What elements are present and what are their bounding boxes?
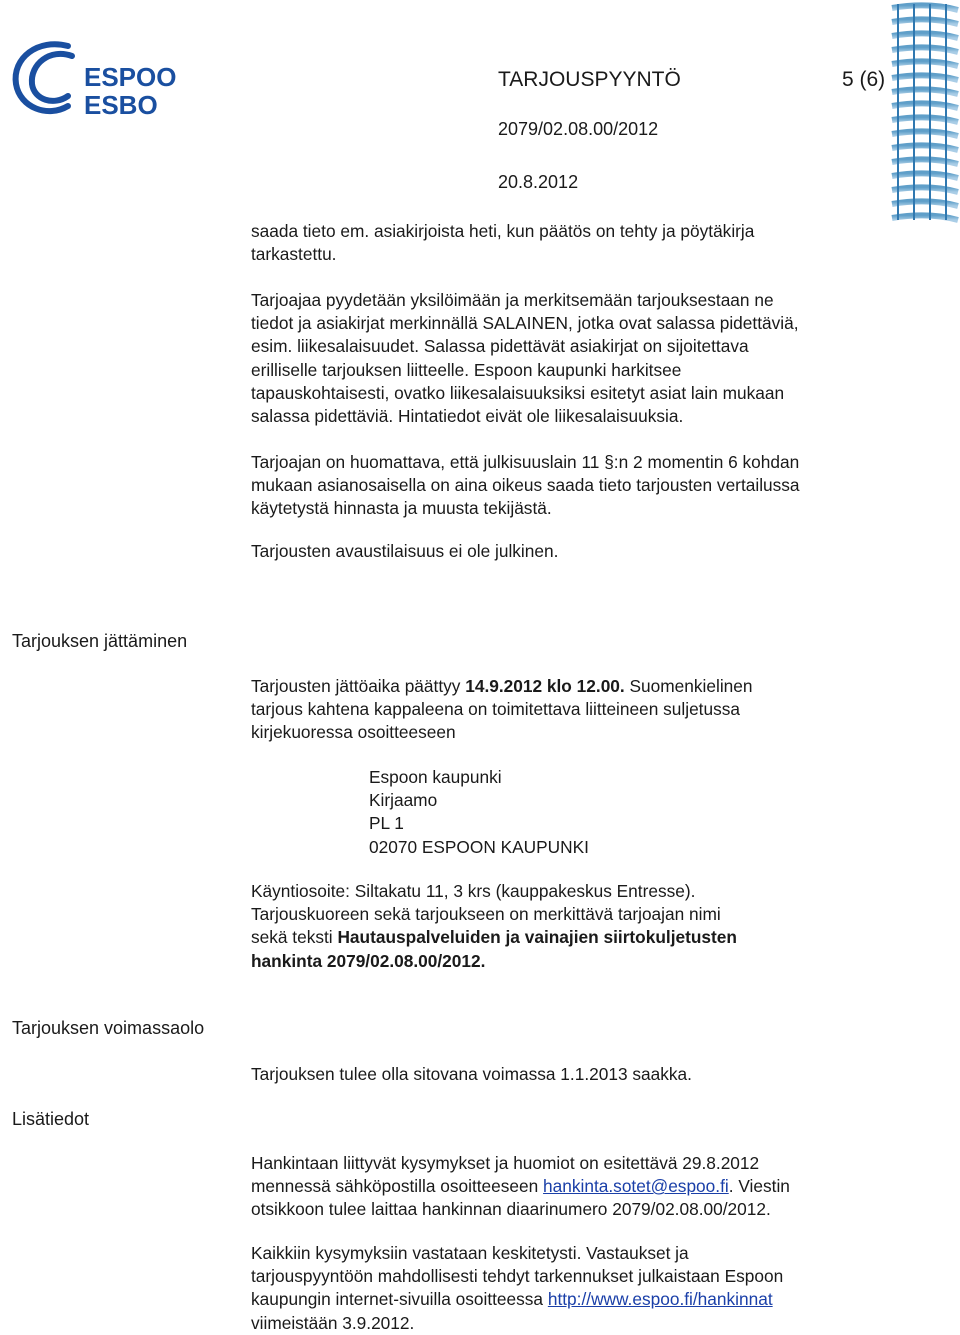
- section-heading-info: Lisätiedot: [12, 1109, 90, 1129]
- website-link[interactable]: http://www.espoo.fi/hankinnat: [547, 1289, 773, 1310]
- reference-number: 2079/02.08.00/2012: [498, 119, 659, 139]
- marking-instructions: Käyntiosoite: Siltakatu 11, 3 krs (kauppakeskus Entresse). Tarjouskuoreen sekä tarjoukseen on merkittävä tarjoajan nimi sekä teksti Hautauspalveluiden ja vainajien siirtokuljetusten hankinta 2079/02.08.00/2012.: [251, 881, 737, 971]
- paragraph-2: Tarjoajaa pyydetään yksilöimään ja merkitsemään tarjouksestaan ne tiedot ja asiakirjat merkinnällä SALAINEN, jotka ovat salassa pidettäviä, esim. liikesalaisuudet. Salassa pidettävät asiakirjat on sijoitettava erilliselle tarjouksen liitteelle. Espoon kaupunki harkitsee tapauskohtaisesti, ovatko liikesalaisuuksiksi esitetyt asiat lain mukaan salassa pidettäviä. Hintatiedot eivät ole liikesalaisuuksia.: [251, 290, 799, 427]
- questions-text: Hankintaan liittyvät kysymykset ja huomiot on esitettävä 29.8.2012 mennessä sähköpostilla osoitteeseen hankinta.sotet@espoo.fi. Viestin otsikkoon tulee laittaa hankinnan diaarinumero 2079/02.08.00/2012.: [251, 1153, 790, 1220]
- document-title: TARJOUSPYYNTÖ: [498, 68, 681, 91]
- section-heading-submission: Tarjouksen jättäminen: [12, 631, 188, 651]
- logo-text-fi: ESPOO: [84, 62, 177, 92]
- delivery-address: Espoon kaupunki Kirjaamo PL 1 02070 ESPOON KAUPUNKI: [369, 767, 589, 857]
- logo-text-sv: ESBO: [84, 90, 158, 120]
- document-date: 20.8.2012: [498, 172, 579, 192]
- submission-text: Tarjousten jättöaika päättyy 14.9.2012 klo 12.00. Suomenkielinen tarjous kahtena kappaleena on toimitettava liitteineen suljetussa kirjekuoressa osoitteeseen: [251, 676, 753, 743]
- paragraph-3: Tarjoajan on huomattava, että julkisuuslain 11 §:n 2 momentin 6 kohdan mukaan asianosaisella on aina oikeus saada tieto tarjousten vertailussa käytetystä hinnasta ja muusta tekijästä.: [251, 452, 800, 519]
- logo-swirl-icon: [16, 44, 72, 111]
- paragraph-1: saada tieto em. asiakirjoista heti, kun päätös on tehty ja pöytäkirja tarkastettu.: [251, 221, 755, 265]
- espoo-logo: [10, 32, 200, 128]
- answers-text: Kaikkiin kysymyksiin vastataan keskitetysti. Vastaukset ja tarjouspyyntöön mahdollisesti tehdyt tarkennukset julkaistaan Espoon kaupungin internet-sivuilla osoitteessa http://www.espoo.fi/hankinnat viimeistään 3.9.2012.: [251, 1243, 784, 1333]
- page-number: 5 (6): [842, 68, 886, 91]
- validity-text: Tarjouksen tulee olla sitovana voimassa 1.1.2013 saakka.: [251, 1064, 692, 1084]
- email-link[interactable]: hankinta.sotet@espoo.fi: [543, 1176, 729, 1197]
- paragraph-4: Tarjousten avaustilaisuus ei ole julkinen.: [251, 541, 559, 561]
- decorative-stripes: [888, 0, 960, 224]
- section-heading-validity: Tarjouksen voimassaolo: [12, 1018, 205, 1038]
